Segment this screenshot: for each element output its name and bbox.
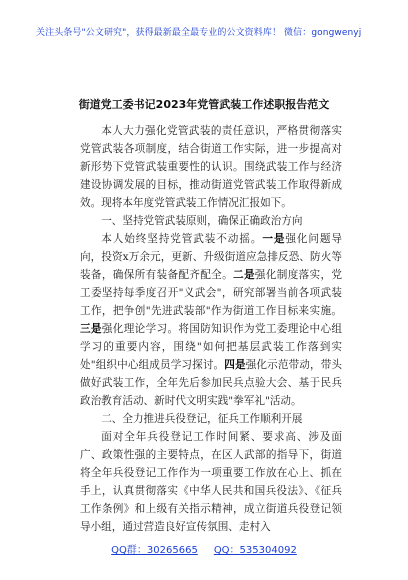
point-3-text: 强化理论学习。将国防知识作为党工委理论中心组学习的重要内容，围绕"如何把基层武装工作落到实处"组织中心组成员学习探讨。	[80, 323, 343, 371]
intro-paragraph: 本人大力强化党管武装的责任意识，严格贯彻落实党管武装各项制度，结合街道工作实际，进一步提高对新形势下党管武装重要性的认识。围绕武装工作与经济建设协调发展的目标，推动街道党管武装工作取得新成效。现将本年度党管武装工作情况汇报如下。	[80, 125, 342, 209]
section-1-paragraph	[80, 230, 342, 410]
document-body	[80, 122, 342, 536]
section-1-lead: 本人始终坚持党管武装不动摇。	[101, 233, 263, 245]
promo-banner: 关注头条号"公文研究"，获得最新最全最专业的公文资料库！ 微信：gongwenyj	[36, 28, 362, 38]
section-1-heading: 一、坚持党管武装原则，确保正确政治方向	[101, 215, 303, 227]
point-4-text: 强化示范带动，带头做好武装工作，全年先后参加民兵点验大会、基于民兵政治教育活动、新时代文明实践"拳军礼"活动。	[80, 359, 343, 407]
contact-footer	[0, 541, 408, 556]
point-2-marker: 二是	[233, 269, 255, 281]
point-3-marker: 三是	[80, 323, 102, 335]
section-2-heading: 二、全力推进兵役登记，征兵工作顺利开展	[101, 413, 303, 425]
point-1-marker: 一是	[262, 233, 286, 245]
point-4-marker: 四是	[224, 359, 246, 371]
qq-group-link[interactable]: QQ群：30265665	[111, 545, 198, 556]
point-2-text: 强化制度落实，党工委坚持每季度召开"义武会"，研究部署当前各项武装工作，把争创"先进武装部"作为街道工作目标来实施。	[80, 269, 343, 317]
qq-contact-link[interactable]: QQ：535304092	[213, 545, 297, 556]
point-1-text: 强化问题导向，投资x万余元，更新、升级街道应急排反恐、防火等装备，确保所有装备配齐配全。	[80, 233, 343, 281]
section-2-paragraph: 面对全年兵役登记工作时间紧、要求高、涉及面广、政策性强的主要特点，在区人武部的指导下，街道将全年兵役登记工作作为一项重要工作放在心上、抓在手上，认真贯彻落实《中华人民共和国兵役法》、《征兵工作条例》和上级有关指示精神，成立街道兵役登记领导小组，通过营造良好宣传氛围、走村入	[80, 431, 342, 533]
document-title: 街道党工委书记2023年党管武装工作述职报告范文	[78, 98, 330, 111]
